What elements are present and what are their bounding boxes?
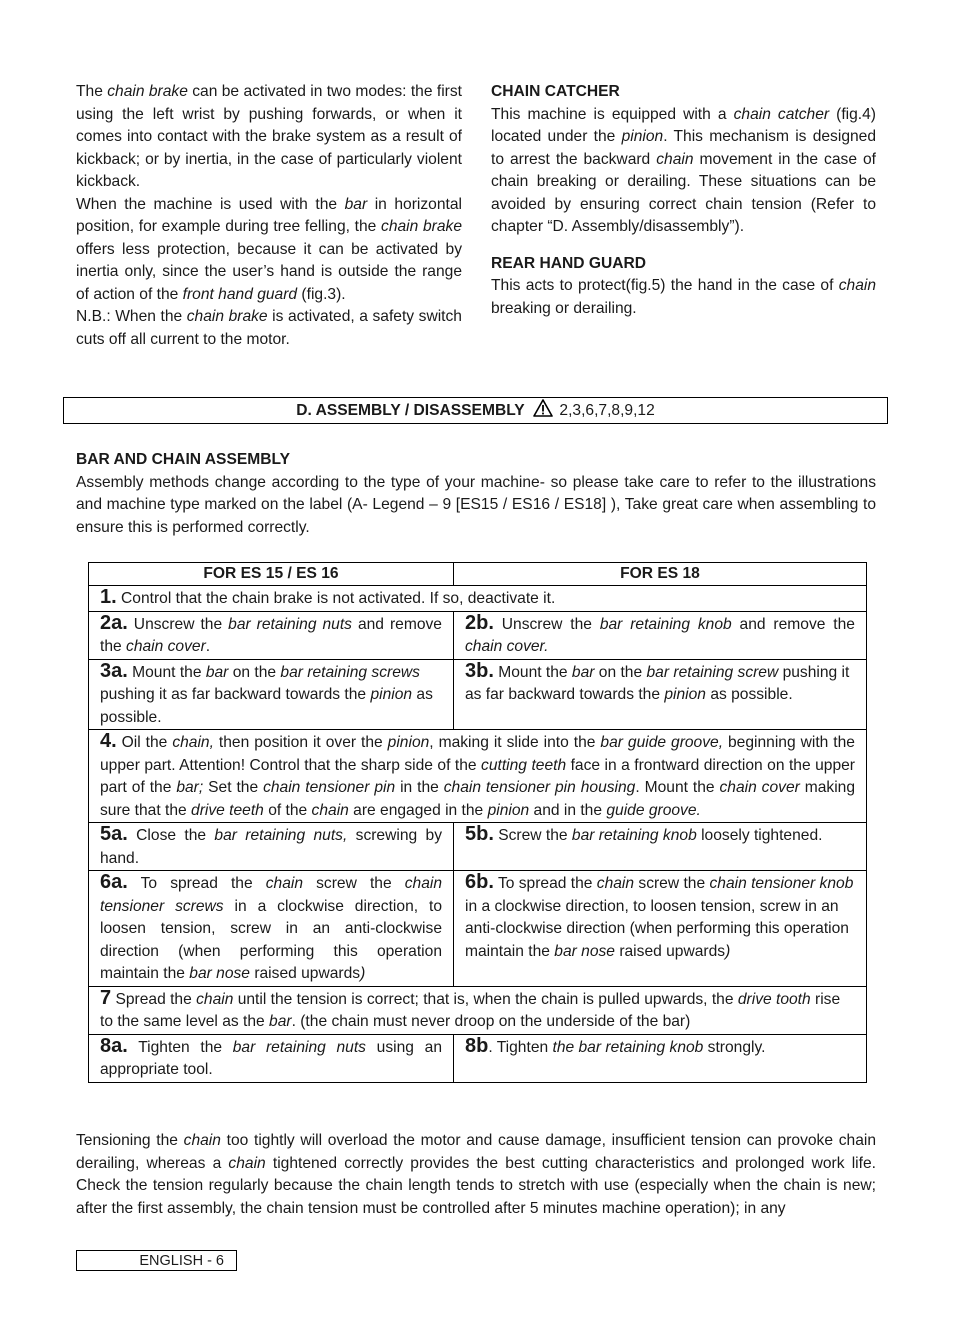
- warning-triangle-icon: [533, 399, 553, 417]
- col-es15-es16-header: FOR ES 15 / ES 16: [89, 563, 454, 586]
- step-7-cell: 7 Spread the chain until the tension is correct; that is, when the chain is pulled upwards, the drive tooth rise to the same level as the bar. (the chain must never droop on the underside of the bar): [89, 986, 867, 1034]
- table-row: [89, 586, 867, 612]
- step-number: 2a.: [100, 611, 128, 634]
- assembly-intro: [76, 449, 876, 539]
- table-row: [89, 1034, 867, 1082]
- step-number: 4.: [100, 730, 117, 752]
- step-number: 8b: [465, 1034, 489, 1057]
- nb-paragraph: N.B.: When the chain brake is activated, a safety switch cuts off all current to the motor.: [76, 308, 462, 348]
- step-number: 3b.: [465, 659, 494, 682]
- step-number: 8a.: [100, 1034, 128, 1057]
- assembly-steps-table: [88, 562, 867, 1083]
- table-row: [89, 611, 867, 659]
- step-number: 6b.: [465, 871, 494, 893]
- table-row: [89, 730, 867, 823]
- step-6b-cell: 6b. To spread the chain screw the chain tensioner knob in a clockwise direction, to loosen tension, screw in an anti-clockwise direction (when performing this operation maintain the bar nose raised upwards): [454, 871, 867, 987]
- section-title-bar: [63, 397, 888, 424]
- table-row: [89, 659, 867, 730]
- page-footer-label: ENGLISH - 6: [76, 1250, 237, 1271]
- step-6a-cell: 6a. To spread the chain screw the chain tensioner screws in a clockwise direction, to loosen tension, screw in an anti-clockwise direction (when performing this operation maintain the bar nose raised upwards): [89, 871, 454, 987]
- step-3b-cell: 3b. Mount the bar on the bar retaining screw pushing it as far backward towards the pinion as possible.: [454, 659, 867, 730]
- assembly-heading: BAR AND CHAIN ASSEMBLY: [76, 451, 290, 468]
- right-column: [491, 81, 876, 320]
- step-4-cell: 4. Oil the chain, then position it over the pinion, making it slide into the bar guide groove, beginning with the upper part. Attention! Control that the sharp side of the cutting teeth face in a frontward direction on the upper part of the bar; Set the chain tensioner pin in the chain tensioner pin housing. Mount the chain cover making sure that the drive teeth of the chain are engaged in the pinion and in the guide groove.: [89, 730, 867, 823]
- step-number: 3a.: [100, 659, 128, 682]
- table-header-row: [89, 563, 867, 586]
- step-number: 5b.: [465, 823, 494, 845]
- table-row: [89, 823, 867, 871]
- step-3a-cell: 3a. Mount the bar on the bar retaining screws pushing it as far backward towards the pinion as possible.: [89, 659, 454, 730]
- step-5b-cell: 5b. Screw the bar retaining knob loosely tightened.: [454, 823, 867, 871]
- chain-brake-paragraph: The chain brake can be activated in two modes: the first using the left wrist by pushing forwards, or when it comes into contact with the brake system as a result of kickback; or by inertia, in the case of particularly violent kickback.: [76, 83, 462, 190]
- step-number: 7: [100, 986, 112, 1009]
- horizontal-use-paragraph: When the machine is used with the bar in horizontal position, for example during tree felling, the chain brake offers less protection, because it can be activated by inertia only, since the user’s hand is outside the range of action of the front hand guard (fig.3).: [76, 195, 463, 303]
- step-1-cell: 1. Control that the chain brake is not activated. If so, deactivate it.: [89, 586, 867, 612]
- tension-paragraph: Tensioning the chain too tightly will overload the motor and cause damage, insufficient tension can provoke chain derailing, whereas a chain tightened correctly provides the best cutting characteristics and prolonged work life. Check the tension regularly because the chain length tends to stretch with use (especially when the chain is new; after the first assembly, the chain tension must be controlled after 5 minutes machine operation); in any: [76, 1132, 876, 1217]
- left-column: [76, 81, 462, 351]
- step-number: 1.: [100, 586, 117, 608]
- table-row: [89, 871, 867, 987]
- step-number: 2b.: [465, 611, 494, 634]
- step-2a-cell: 2a. Unscrew the bar retaining nuts and remove the chain cover.: [89, 611, 454, 659]
- table-row: [89, 986, 867, 1034]
- chain-catcher-heading: CHAIN CATCHER: [491, 83, 620, 100]
- step-2b-cell: 2b. Unscrew the bar retaining knob and remove the chain cover.: [454, 611, 867, 659]
- col-es18-header: FOR ES 18: [454, 563, 867, 586]
- assembly-intro-text: Assembly methods change according to the type of your machine- so please take care to refer to the illustrations and machine type marked on the label (A- Legend – 9 [ES15 / ES16 / ES18] ), Take great care when assembling to ensure this is performed correctly.: [76, 473, 876, 536]
- step-5a-cell: 5a. Close the bar retaining nuts, screwing by hand.: [89, 823, 454, 871]
- step-8b-cell: 8b. Tighten the bar retaining knob strongly.: [454, 1034, 867, 1082]
- rear-hand-guard-text: This acts to protect(fig.5) the hand in the case of chain breaking or derailing.: [491, 277, 876, 317]
- section-title: D. ASSEMBLY / DISASSEMBLY: [296, 402, 525, 419]
- step-number: 6a.: [100, 871, 128, 893]
- chain-catcher-text: This machine is equipped with a chain catcher (fig.4) located under the pinion. This mechanism is designed to arrest the backward chain movement in the case of chain breaking or derailing. These situations can be avoided by ensuring correct chain tension (Refer to chapter “D. Assembly/disassembly”).: [491, 105, 877, 235]
- step-number: 5a.: [100, 823, 128, 845]
- section-figure-refs: 2,3,6,7,8,9,12: [559, 402, 655, 419]
- rear-hand-guard-heading: REAR HAND GUARD: [491, 254, 647, 272]
- tension-paragraph-block: [76, 1130, 876, 1220]
- step-8a-cell: 8a. Tighten the bar retaining nuts using an appropriate tool.: [89, 1034, 454, 1082]
